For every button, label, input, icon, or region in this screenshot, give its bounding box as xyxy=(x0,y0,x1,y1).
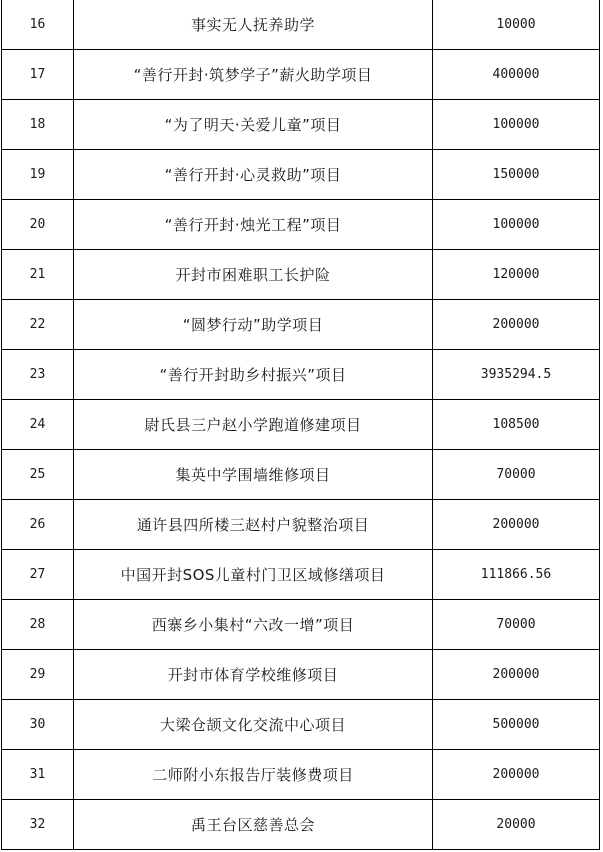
project-name-cell: 尉氏县三户赵小学跑道修建项目 xyxy=(74,400,433,450)
amount-cell: 70000 xyxy=(433,450,600,500)
row-number-cell: 19 xyxy=(2,150,74,200)
table-row xyxy=(2,200,600,250)
project-name-cell: 西寨乡小集村“六改一增”项目 xyxy=(74,600,433,650)
table-row xyxy=(2,350,600,400)
project-name-cell: 集英中学围墙维修项目 xyxy=(74,450,433,500)
table-row xyxy=(2,550,600,600)
table-row xyxy=(2,750,600,800)
project-name-cell: “善行开封·筑梦学子”薪火助学项目 xyxy=(74,50,433,100)
row-number-cell: 30 xyxy=(2,700,74,750)
amount-cell: 200000 xyxy=(433,650,600,700)
row-number-cell: 23 xyxy=(2,350,74,400)
project-name-cell: 开封市体育学校维修项目 xyxy=(74,650,433,700)
project-name-cell: 大梁仓颉文化交流中心项目 xyxy=(74,700,433,750)
row-number-cell: 16 xyxy=(2,0,74,50)
amount-cell: 10000 xyxy=(433,0,600,50)
amount-cell: 150000 xyxy=(433,150,600,200)
amount-cell: 3935294.5 xyxy=(433,350,600,400)
row-number-cell: 21 xyxy=(2,250,74,300)
amount-cell: 111866.56 xyxy=(433,550,600,600)
row-number-cell: 24 xyxy=(2,400,74,450)
row-number-cell: 18 xyxy=(2,100,74,150)
project-name-cell: 中国开封SOS儿童村门卫区域修缮项目 xyxy=(74,550,433,600)
project-name-cell: 禹王台区慈善总会 xyxy=(74,800,433,850)
amount-cell: 20000 xyxy=(433,800,600,850)
amount-cell: 120000 xyxy=(433,250,600,300)
row-number-cell: 27 xyxy=(2,550,74,600)
amount-cell: 70000 xyxy=(433,600,600,650)
project-name-cell: “善行开封·心灵救助”项目 xyxy=(74,150,433,200)
table-row xyxy=(2,700,600,750)
table-row xyxy=(2,50,600,100)
project-name-cell: 二师附小东报告厅装修费项目 xyxy=(74,750,433,800)
project-name-cell: “善行开封助乡村振兴”项目 xyxy=(74,350,433,400)
row-number-cell: 25 xyxy=(2,450,74,500)
amount-cell: 200000 xyxy=(433,300,600,350)
row-number-cell: 29 xyxy=(2,650,74,700)
table-row xyxy=(2,500,600,550)
table-row xyxy=(2,150,600,200)
donation-projects-table xyxy=(1,0,600,850)
project-name-cell: “圆梦行动”助学项目 xyxy=(74,300,433,350)
row-number-cell: 28 xyxy=(2,600,74,650)
amount-cell: 100000 xyxy=(433,200,600,250)
project-name-cell: 开封市困难职工长护险 xyxy=(74,250,433,300)
row-number-cell: 31 xyxy=(2,750,74,800)
amount-cell: 100000 xyxy=(433,100,600,150)
project-name-cell: 事实无人抚养助学 xyxy=(74,0,433,50)
amount-cell: 500000 xyxy=(433,700,600,750)
table-row xyxy=(2,450,600,500)
table-row xyxy=(2,250,600,300)
row-number-cell: 32 xyxy=(2,800,74,850)
table-row xyxy=(2,0,600,50)
amount-cell: 200000 xyxy=(433,750,600,800)
amount-cell: 400000 xyxy=(433,50,600,100)
table-row xyxy=(2,400,600,450)
project-name-cell: “为了明天·关爱儿童”项目 xyxy=(74,100,433,150)
amount-cell: 200000 xyxy=(433,500,600,550)
table-row xyxy=(2,600,600,650)
amount-cell: 108500 xyxy=(433,400,600,450)
table-row xyxy=(2,800,600,850)
row-number-cell: 26 xyxy=(2,500,74,550)
project-name-cell: “善行开封·烛光工程”项目 xyxy=(74,200,433,250)
row-number-cell: 22 xyxy=(2,300,74,350)
table-body xyxy=(2,0,600,850)
project-name-cell: 通许县四所楼三赵村户貌整治项目 xyxy=(74,500,433,550)
table-row xyxy=(2,300,600,350)
table-row xyxy=(2,650,600,700)
row-number-cell: 20 xyxy=(2,200,74,250)
row-number-cell: 17 xyxy=(2,50,74,100)
table-row xyxy=(2,100,600,150)
